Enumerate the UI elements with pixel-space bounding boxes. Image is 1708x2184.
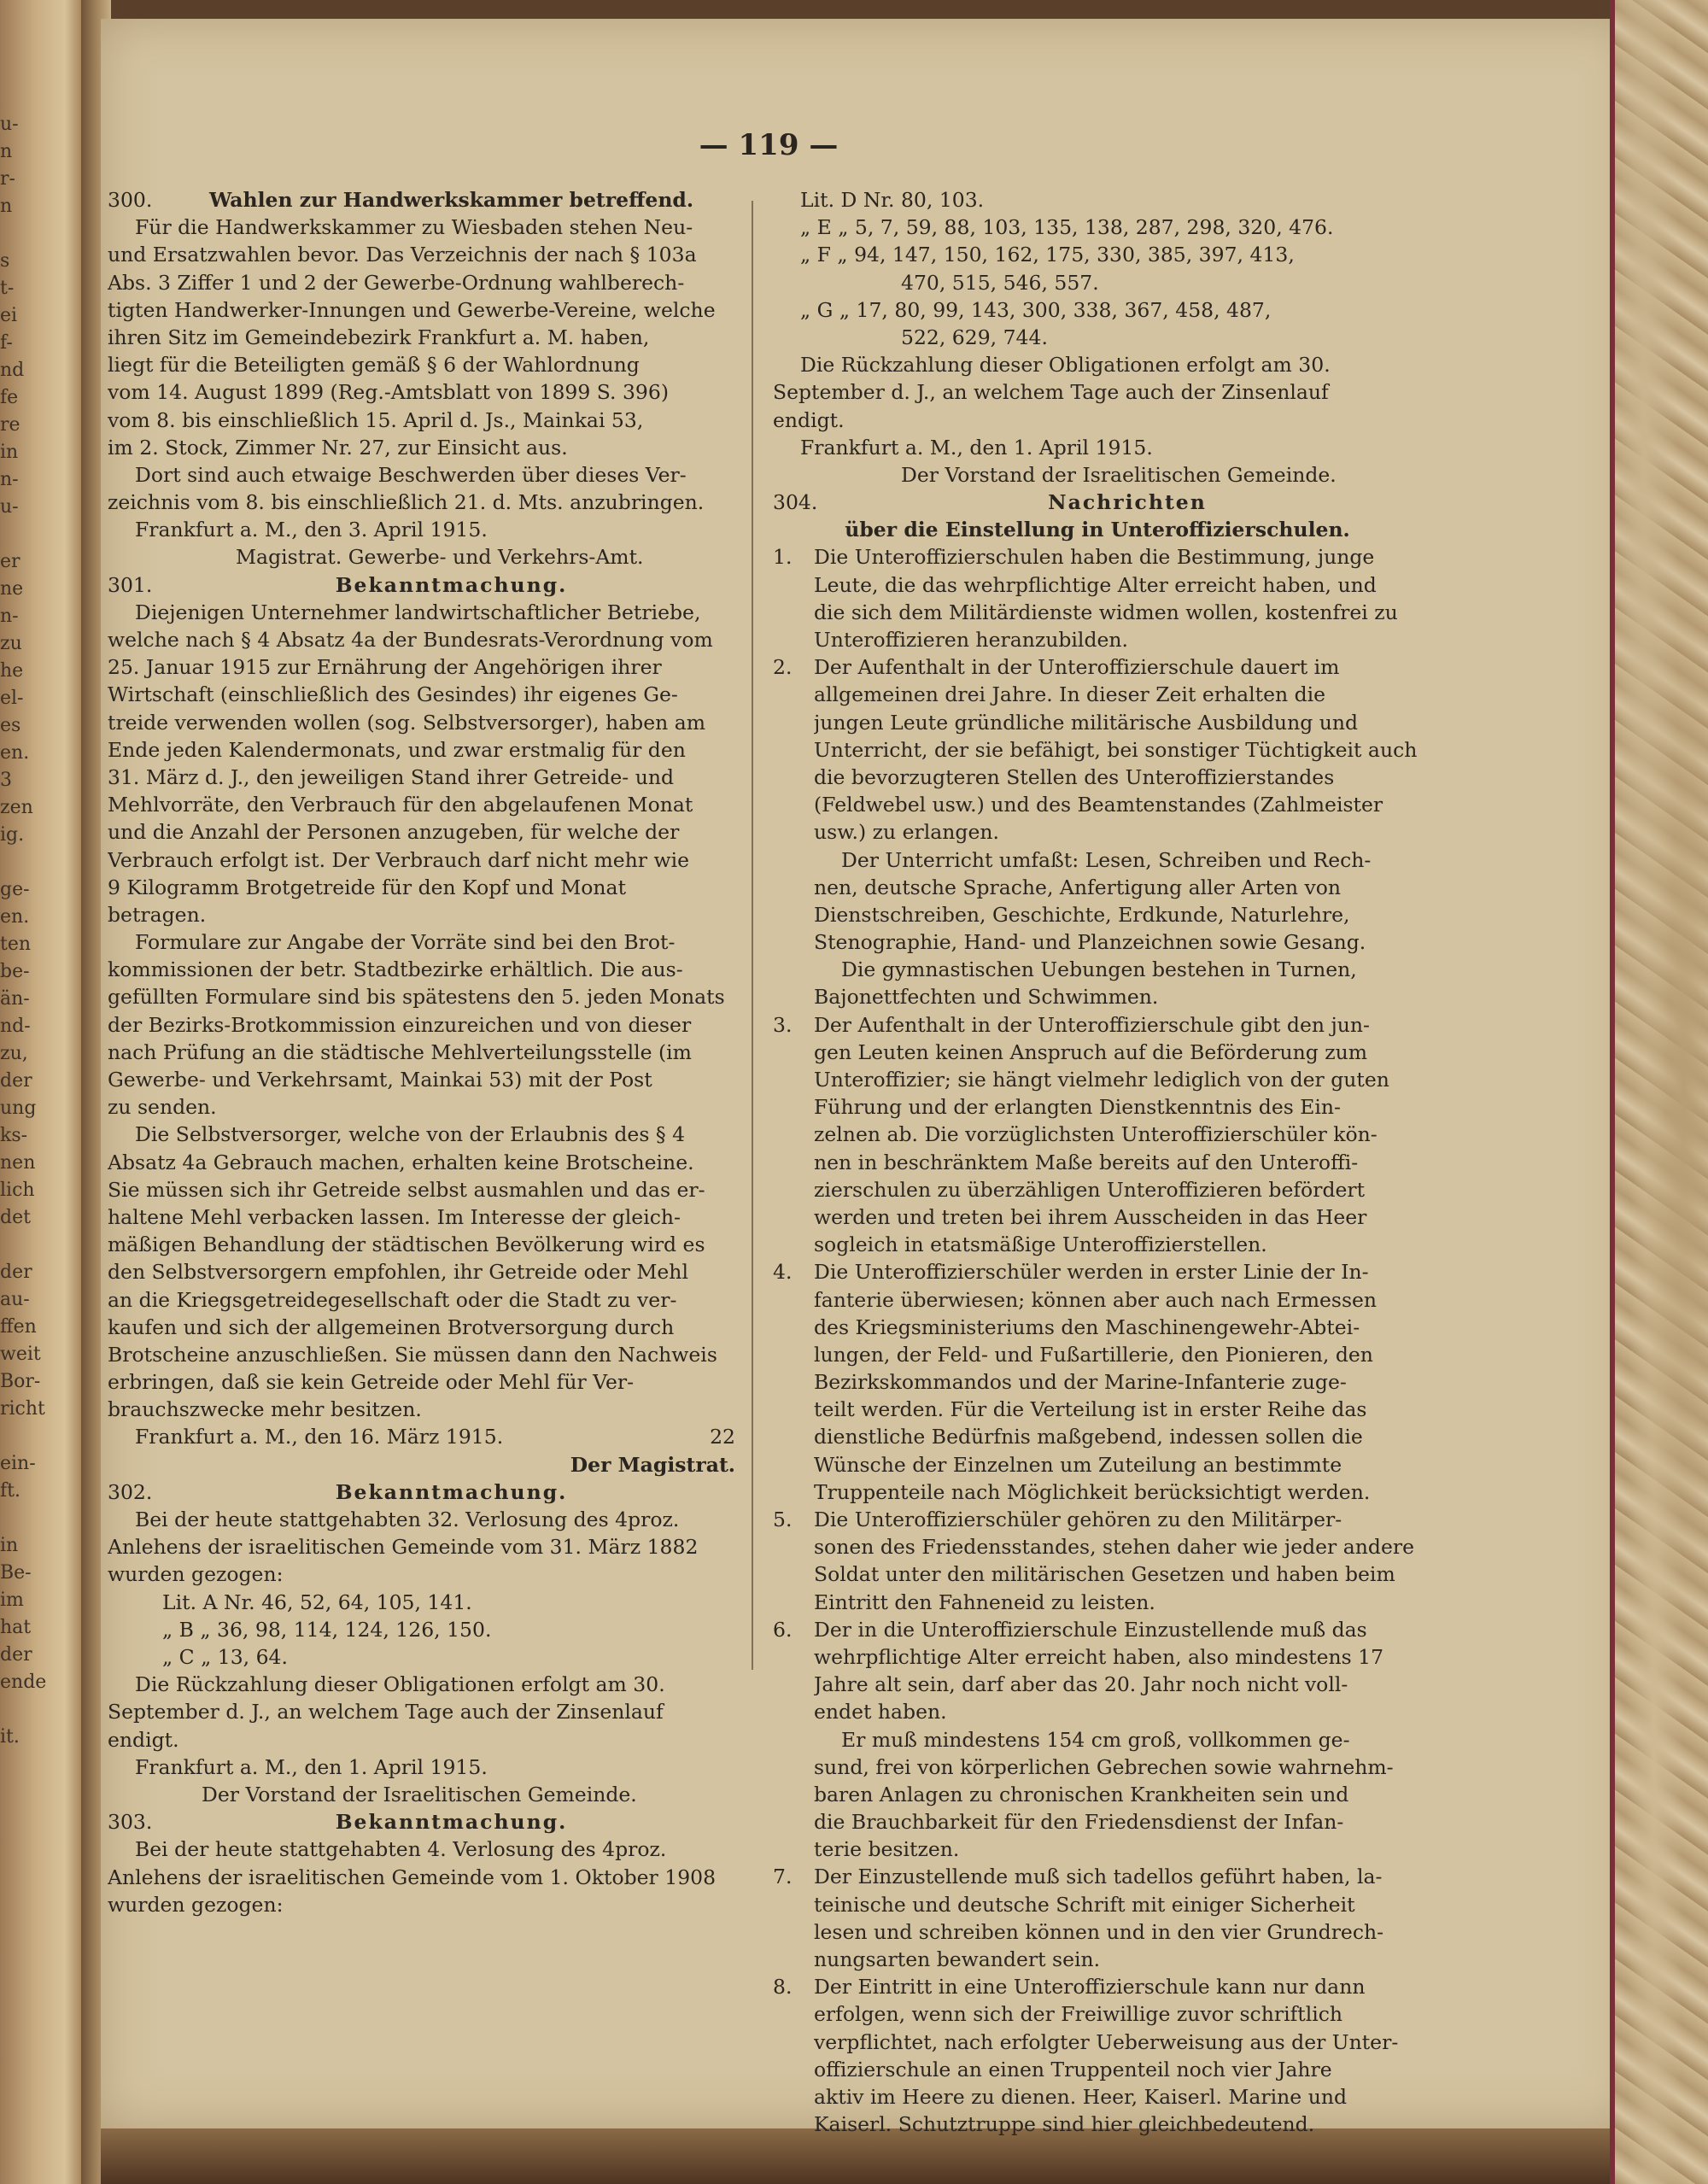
text-line: Unteroffizieren heranzubilden. — [814, 628, 1129, 653]
text-line: Magistrat. Gewerbe- und Verkehrs-Amt. — [236, 545, 644, 570]
text-line: nen, deutsche Sprache, Anfertigung aller Arten von — [814, 875, 1342, 899]
text-line: Die Rückzahlung dieser Obligationen erfolgt am 30. — [800, 353, 1331, 378]
section-300-heading — [108, 186, 735, 214]
text-line: Eintritt den Fahneneid zu leisten. — [814, 1590, 1155, 1614]
text-line: Die gymnastischen Uebungen bestehen in Turnen, — [841, 957, 1357, 982]
lottery-line: 470, 515, 546, 557. — [901, 270, 1099, 295]
text-line: Frankfurt a. M., den 3. April 1915. — [135, 518, 488, 542]
text-line: endigt. — [773, 407, 845, 432]
text-line: Dort sind auch etwaige Beschwerden über dieses Ver- — [135, 462, 687, 487]
text-line: betragen. — [108, 902, 207, 927]
section-303-heading — [108, 1808, 735, 1836]
text-line: Kaiserl. Schutztruppe sind hier gleichbedeutend. — [814, 2112, 1315, 2137]
margin-fragment: n — [0, 196, 13, 217]
margin-fragment: ft. — [0, 1480, 20, 1502]
margin-fragment — [0, 849, 51, 876]
margin-fragment: ei — [0, 305, 18, 326]
lottery-line: „ G „ 17, 80, 99, 143, 300, 338, 367, 458, 487, — [800, 297, 1272, 322]
section-title: Wahlen zur Handwerkskammer betreffend. — [208, 188, 694, 212]
list-item — [773, 653, 1422, 1010]
section-title: Bekanntmachung. — [335, 1810, 568, 1835]
text-line: endet haben. — [814, 1700, 947, 1724]
text-line: treide verwenden wollen (sog. Selbstversorger), haben am — [108, 710, 706, 735]
item-text — [814, 653, 1422, 1010]
margin-fragment: ung — [0, 1098, 37, 1119]
item-text — [814, 543, 1422, 653]
margin-fragment: r- — [0, 168, 15, 190]
text-line: Unterricht, der sie befähigt, bei sonstiger Tüchtigkeit auch — [814, 737, 1418, 762]
margin-fragment — [0, 521, 51, 548]
text-line: an die Kriegsgetreidegesellschaft oder die Stadt zu ver- — [108, 1287, 677, 1312]
margin-fragment: u- — [0, 114, 19, 135]
text-line: Er muß mindestens 154 cm groß, vollkommen ge- — [841, 1727, 1350, 1752]
text-line: und die Anzahl der Personen anzugeben, für welche der — [108, 820, 680, 845]
text-line: die Brauchbarkeit für den Friedensdienst der Infan- — [814, 1810, 1344, 1835]
text-line: kommissionen der betr. Stadtbezirke erhältlich. Die aus- — [108, 957, 683, 982]
text-line: Die Selbstversorger, welche von der Erlaubnis des § 4 — [135, 1122, 686, 1147]
text-line: der Bezirks-Brotkommission einzureichen und von dieser — [108, 1012, 692, 1037]
item-text — [814, 1863, 1422, 1973]
text-line: welche nach § 4 Absatz 4a der Bundesrats-Verordnung vom — [108, 628, 713, 653]
text-line: zierschulen zu überzähligen Unteroffizieren befördert — [814, 1177, 1366, 1202]
text-line: Bajonettfechten und Schwimmen. — [814, 985, 1159, 1010]
text-line: Dienstschreiben, Geschichte, Erdkunde, Naturlehre, — [814, 902, 1350, 927]
lottery-line: Lit. A Nr. 46, 52, 64, 105, 141. — [162, 1590, 472, 1614]
text-line: Der in die Unteroffizierschule Einzustellende muß das — [814, 1617, 1367, 1642]
text-line: lesen und schreiben können und in den vier Grundrech- — [814, 1919, 1384, 1944]
margin-fragment: be- — [0, 961, 30, 982]
text-line: wehrpflichtige Alter erreicht haben, also mindestens 17 — [814, 1644, 1384, 1669]
section-number: 301. — [108, 572, 153, 597]
margin-fragment: zu — [0, 633, 22, 654]
margin-fragment — [0, 1423, 51, 1450]
text-line: ihren Sitz im Gemeindebezirk Frankfurt a. M. haben, — [108, 325, 650, 349]
margin-fragment: er — [0, 551, 20, 572]
section-number: 304. — [773, 490, 818, 515]
text-line: Verbrauch erfolgt ist. Der Verbrauch darf nicht mehr wie — [108, 847, 690, 872]
text-line: erfolgen, wenn sich der Freiwillige zuvor schriftlich — [814, 2002, 1343, 2027]
section-title: Nachrichten — [1048, 490, 1207, 515]
margin-fragment: en. — [0, 906, 30, 928]
section-301-body — [108, 599, 735, 1424]
text-line: 25. Januar 1915 zur Ernährung der Angehörigen ihrer — [108, 655, 662, 680]
text-line: im 2. Stock, Zimmer Nr. 27, zur Einsicht aus. — [108, 435, 568, 460]
text-line: nungsarten bewandert sein. — [814, 1947, 1101, 1972]
margin-fragment: der — [0, 1070, 32, 1092]
margin-fragment: zu, — [0, 1043, 28, 1064]
text-line: Mehlvorräte, den Verbrauch für den abgelaufenen Monat — [108, 793, 693, 817]
margin-fragment: Bor- — [0, 1371, 41, 1392]
section-title: Bekanntmachung. — [335, 1479, 568, 1504]
text-line: September d. J., an welchem Tage auch der Zinsenlauf — [773, 380, 1329, 405]
text-line: zeichnis vom 8. bis einschließlich 21. d. Mts. anzubringen. — [108, 490, 705, 515]
item-text — [814, 1506, 1422, 1616]
text-line: wurden gezogen: — [108, 1892, 284, 1917]
margin-fragment — [0, 1505, 51, 1532]
text-line: Truppenteile nach Möglichkeit berücksichtigt werden. — [814, 1479, 1371, 1504]
margin-fragment: zen — [0, 797, 33, 818]
text-line: Bei der heute stattgehabten 4. Verlosung des 4proz. — [135, 1837, 667, 1862]
text-line: vom 8. bis einschließlich 15. April d. Js., Mainkai 53, — [108, 407, 644, 432]
margin-fragment: ge- — [0, 879, 30, 900]
list-item — [773, 1616, 1422, 1864]
margin-fragment: det — [0, 1207, 31, 1228]
margin-fragment: Be- — [0, 1562, 32, 1584]
list-item — [773, 1863, 1422, 1973]
text-line: Der Eintritt in eine Unteroffizierschule kann nur dann — [814, 1975, 1366, 2000]
margin-fragment: ten — [0, 934, 32, 955]
repayment-text — [773, 351, 1422, 434]
text-line: die bevorzugteren Stellen des Unteroffizierstandes — [814, 764, 1335, 789]
margin-fragment: in — [0, 442, 19, 463]
margin-fragment: lich — [0, 1180, 35, 1201]
text-line: Bei der heute stattgehabten 32. Verlosung des 4proz. — [135, 1508, 680, 1532]
item-number: 8. — [773, 1975, 793, 2000]
margin-fragment: hat — [0, 1617, 32, 1638]
item-text — [814, 1011, 1422, 1259]
section-304-items — [773, 543, 1422, 2138]
item-number: 6. — [773, 1617, 793, 1642]
section-301-heading — [108, 571, 735, 599]
text-line: brauchszwecke mehr besitzen. — [108, 1397, 422, 1422]
text-line: gen Leuten keinen Anspruch auf die Beförderung zum — [814, 1039, 1368, 1064]
text-line: (Feldwebel usw.) und des Beamtenstandes (Zahlmeister — [814, 793, 1383, 817]
text-line: fanterie überwiesen; können aber auch nach Ermessen — [814, 1287, 1378, 1312]
text-line: die sich dem Militärdienste widmen wollen, kostenfrei zu — [814, 600, 1398, 624]
text-line: allgemeinen drei Jahre. In dieser Zeit erhalten die — [814, 682, 1326, 707]
text-line: Soldat unter den militärischen Gesetzen und haben beim — [814, 1562, 1395, 1587]
marbled-book-cover — [1610, 0, 1708, 2184]
margin-fragment: ende — [0, 1672, 47, 1693]
reference-number: 22 — [710, 1425, 735, 1449]
text-line: Brotscheine anzuschließen. Sie müssen dann den Nachweis — [108, 1342, 717, 1367]
item-number: 5. — [773, 1508, 793, 1532]
text-line: Anlehens der israelitischen Gemeinde vom 1. Oktober 1908 — [108, 1865, 717, 1889]
item-text — [814, 1616, 1422, 1864]
item-number: 2. — [773, 655, 793, 680]
text-line: jungen Leute gründliche militärische Ausbildung und — [814, 710, 1359, 735]
margin-fragment: it. — [0, 1726, 20, 1748]
text-line: Die Unteroffizierschüler gehören zu den Militärper- — [814, 1508, 1342, 1532]
text-line: Jahre alt sein, darf aber das 20. Jahr noch nicht voll- — [814, 1672, 1348, 1697]
date-line: Frankfurt a. M., den 16. März 1915. — [135, 1425, 504, 1449]
left-margin-fragments — [0, 111, 51, 2076]
section-303-body — [108, 1836, 735, 1918]
text-line: Absatz 4a Gebrauch machen, erhalten keine Brotscheine. — [108, 1150, 694, 1174]
text-line: lungen, der Feld- und Fußartillerie, den Pionieren, den — [814, 1342, 1373, 1367]
left-column — [108, 186, 735, 1918]
margin-fragment — [0, 1232, 51, 1259]
text-line: sund, frei von körperlichen Gebrechen sowie wahrnehm- — [814, 1754, 1394, 1779]
margin-fragment: ein- — [0, 1453, 36, 1474]
text-line: Wünsche der Einzelnen um Zuteilung an bestimmte — [814, 1452, 1342, 1477]
margin-fragment: der — [0, 1262, 32, 1283]
text-line: Die Unteroffizierschulen haben die Bestimmung, junge — [814, 545, 1375, 570]
text-line: baren Anlagen zu chronischen Krankheiten sein und — [814, 1782, 1349, 1806]
text-line: offizierschule an einen Truppenteil noch vier Jahre — [814, 2057, 1332, 2082]
item-number: 7. — [773, 1865, 793, 1889]
lottery-list — [773, 186, 1422, 351]
lottery-line: „ B „ 36, 98, 114, 124, 126, 150. — [162, 1617, 492, 1642]
margin-fragment: t- — [0, 278, 15, 299]
item-number: 3. — [773, 1012, 793, 1037]
text-line: aktiv im Heere zu dienen. Heer, Kaiserl. Marine und — [814, 2084, 1348, 2109]
margin-fragment: f- — [0, 332, 13, 354]
section-302-heading — [108, 1478, 735, 1506]
text-line: Der Aufenthalt in der Unteroffizierschule dauert im — [814, 655, 1340, 680]
text-line: kaufen und sich der allgemeinen Brotversorgung durch — [108, 1314, 675, 1339]
text-line: Abs. 3 Ziffer 1 und 2 der Gewerbe-Ordnung wahlberech- — [108, 270, 685, 295]
section-302-body — [108, 1506, 735, 1808]
margin-fragment: he — [0, 660, 24, 682]
margin-fragment: nd — [0, 360, 25, 381]
margin-fragment: än- — [0, 988, 30, 1010]
text-line: Der Einzustellende muß sich tadellos geführt haben, la- — [814, 1865, 1383, 1889]
section-301-dateline — [108, 1423, 735, 1450]
text-line: Anlehens der israelitischen Gemeinde vom 31. März 1882 — [108, 1535, 699, 1560]
signature: Der Magistrat. — [570, 1452, 735, 1477]
text-line: September d. J., an welchem Tage auch der Zinsenlauf — [108, 1700, 664, 1724]
text-line: und Ersatzwahlen bevor. Das Verzeichnis der nach § 103a — [108, 243, 697, 267]
date-line: Frankfurt a. M., den 1. April 1915. — [135, 1754, 488, 1779]
item-text — [814, 1258, 1422, 1506]
text-line: den Selbstversorgern empfohlen, ihr Getreide oder Mehl — [108, 1260, 688, 1285]
text-line: 9 Kilogramm Brotgetreide für den Kopf und Monat — [108, 875, 627, 899]
margin-fragment: ne — [0, 578, 24, 600]
margin-fragment: der — [0, 1644, 32, 1666]
text-line: Ende jeden Kalendermonats, und zwar erstmalig für den — [108, 737, 686, 762]
text-line: Für die Handwerkskammer zu Wiesbaden stehen Neu- — [135, 215, 693, 240]
lottery-line: „ E „ 5, 7, 59, 88, 103, 135, 138, 287, 298, 320, 476. — [800, 215, 1334, 240]
text-line: Sie müssen sich ihr Getreide selbst ausmahlen und das er- — [108, 1177, 705, 1202]
section-subtitle: über die Einstellung in Unteroffizierschulen. — [845, 518, 1350, 542]
text-line: Formulare zur Angabe der Vorräte sind bei den Brot- — [135, 930, 676, 955]
section-number: 302. — [108, 1479, 153, 1504]
text-line: gefüllten Formulare sind bis spätestens den 5. jeden Monats — [108, 985, 725, 1010]
text-line: usw.) zu erlangen. — [814, 820, 999, 845]
text-line: Diejenigen Unternehmer landwirtschaftlicher Betriebe, — [135, 600, 701, 624]
text-line: vom 14. August 1899 (Reg.-Amtsblatt von 1899 S. 396) — [108, 380, 669, 405]
text-line: zelnen ab. Die vorzüglichsten Unteroffizierschüler kön- — [814, 1122, 1378, 1147]
text-line: Unteroffizier; sie hängt vielmehr lediglich von der guten — [814, 1068, 1389, 1092]
text-line: haltene Mehl verbacken lassen. Im Interesse der gleich- — [108, 1204, 681, 1229]
margin-fragment: n — [0, 141, 13, 162]
text-line: Gewerbe- und Verkehrsamt, Mainkai 53) mit der Post — [108, 1068, 652, 1092]
text-line: dienstliche Bedürfnis maßgebend, indessen sollen die — [814, 1425, 1363, 1449]
margin-fragment: richt — [0, 1398, 45, 1420]
text-line: teinische und deutsche Schrift mit einiger Sicherheit — [814, 1892, 1355, 1917]
text-line: Der Aufenthalt in der Unteroffizierschule gibt den jun- — [814, 1012, 1370, 1037]
text-line: sogleich in etatsmäßige Unteroffizierstellen. — [814, 1233, 1267, 1257]
section-304-heading — [773, 489, 1422, 516]
text-line: nach Prüfung an die städtische Mehlverteilungsstelle (im — [108, 1039, 692, 1064]
text-line: mäßigen Behandlung der städtischen Bevölkerung wird es — [108, 1233, 705, 1257]
text-line: liegt für die Beteiligten gemäß § 6 der Wahlordnung — [108, 353, 640, 378]
text-line: Wirtschaft (einschließlich des Gesindes) ihr eigenes Ge- — [108, 682, 678, 707]
text-line: terie besitzen. — [814, 1837, 960, 1862]
column-divider — [752, 201, 753, 1670]
lottery-line: 522, 629, 744. — [901, 325, 1048, 349]
section-300-body — [108, 214, 735, 571]
text-line: endigt. — [108, 1727, 179, 1752]
text-line: Der Unterricht umfaßt: Lesen, Schreiben und Rech- — [841, 847, 1372, 872]
list-item — [773, 1258, 1422, 1506]
section-number: 300. — [108, 188, 153, 212]
margin-fragment: nen — [0, 1152, 36, 1174]
text-line: Leute, die das wehrpflichtige Alter erreicht haben, und — [814, 572, 1377, 597]
text-line: zu senden. — [108, 1095, 217, 1120]
text-line: Die Rückzahlung dieser Obligationen erfolgt am 30. — [135, 1672, 665, 1697]
item-number: 4. — [773, 1260, 793, 1285]
text-line: Die Unteroffizierschüler werden in erster Linie der In- — [814, 1260, 1369, 1285]
margin-fragment: ig. — [0, 824, 25, 846]
section-title: Bekanntmachung. — [335, 572, 568, 597]
margin-fragment: s — [0, 250, 10, 272]
right-column — [773, 186, 1422, 2138]
margin-fragment: fe — [0, 387, 19, 408]
item-text — [814, 1973, 1422, 2138]
date-line: Frankfurt a. M., den 1. April 1915. — [800, 435, 1153, 460]
margin-fragment — [0, 220, 51, 248]
margin-fragment: es — [0, 715, 21, 736]
margin-fragment: en. — [0, 742, 30, 764]
text-line: teilt werden. Für die Verteilung ist in erster Reihe das — [814, 1397, 1367, 1422]
list-item — [773, 1506, 1422, 1616]
text-line: werden und treten bei ihrem Ausscheiden in das Heer — [814, 1204, 1367, 1229]
text-line: 31. März d. J., den jeweiligen Stand ihrer Getreide- und — [108, 764, 675, 789]
margin-fragment: ks- — [0, 1125, 28, 1146]
margin-fragment: re — [0, 414, 20, 436]
text-line: Stenographie, Hand- und Planzeichnen sowie Gesang. — [814, 930, 1366, 955]
page-number: — 119 — — [699, 128, 839, 162]
left-page-edge — [0, 0, 81, 2184]
list-item — [773, 543, 1422, 653]
section-number: 303. — [108, 1810, 153, 1835]
margin-fragment: el- — [0, 688, 24, 709]
margin-fragment — [0, 1696, 51, 1724]
text-line: Bezirkskommandos und der Marine-Infanterie zuge- — [814, 1370, 1347, 1395]
text-line: tigten Handwerker-Innungen und Gewerbe-Vereine, welche — [108, 297, 716, 322]
margin-fragment: n- — [0, 606, 19, 627]
margin-fragment: 3 — [0, 770, 12, 791]
margin-fragment: in — [0, 1535, 19, 1556]
text-line: nen in beschränktem Maße bereits auf den Unteroffi- — [814, 1150, 1359, 1174]
text-line: Führung und der erlangten Dienstkenntnis des Ein- — [814, 1095, 1342, 1120]
text-line: sonen des Friedensstandes, stehen daher wie jeder andere — [814, 1535, 1414, 1560]
margin-fragment: weit — [0, 1344, 41, 1365]
text-line: wurden gezogen: — [108, 1562, 284, 1587]
margin-fragment: nd- — [0, 1016, 31, 1037]
signature: Der Vorstand der Israelitischen Gemeinde. — [202, 1782, 637, 1806]
margin-fragment: im — [0, 1590, 24, 1611]
text-line: des Kriegsministeriums den Maschinengewehr-Abtei- — [814, 1314, 1360, 1339]
lottery-line: Lit. D Nr. 80, 103. — [800, 188, 985, 212]
text-line: verpflichtet, nach erfolgter Ueberweisung aus der Unter- — [814, 2029, 1399, 2054]
margin-fragment: n- — [0, 469, 19, 490]
text-line: erbringen, daß sie kein Getreide oder Mehl für Ver- — [108, 1370, 635, 1395]
item-number: 1. — [773, 545, 793, 570]
list-item — [773, 1973, 1422, 2138]
margin-fragment: u- — [0, 496, 19, 518]
margin-fragment: au- — [0, 1289, 30, 1310]
signature: Der Vorstand der Israelitischen Gemeinde. — [901, 462, 1337, 487]
margin-fragment: ffen — [0, 1316, 37, 1338]
lottery-line: „ C „ 13, 64. — [162, 1644, 288, 1669]
list-item — [773, 1011, 1422, 1259]
lottery-line: „ F „ 94, 147, 150, 162, 175, 330, 385, 397, 413, — [800, 243, 1295, 267]
